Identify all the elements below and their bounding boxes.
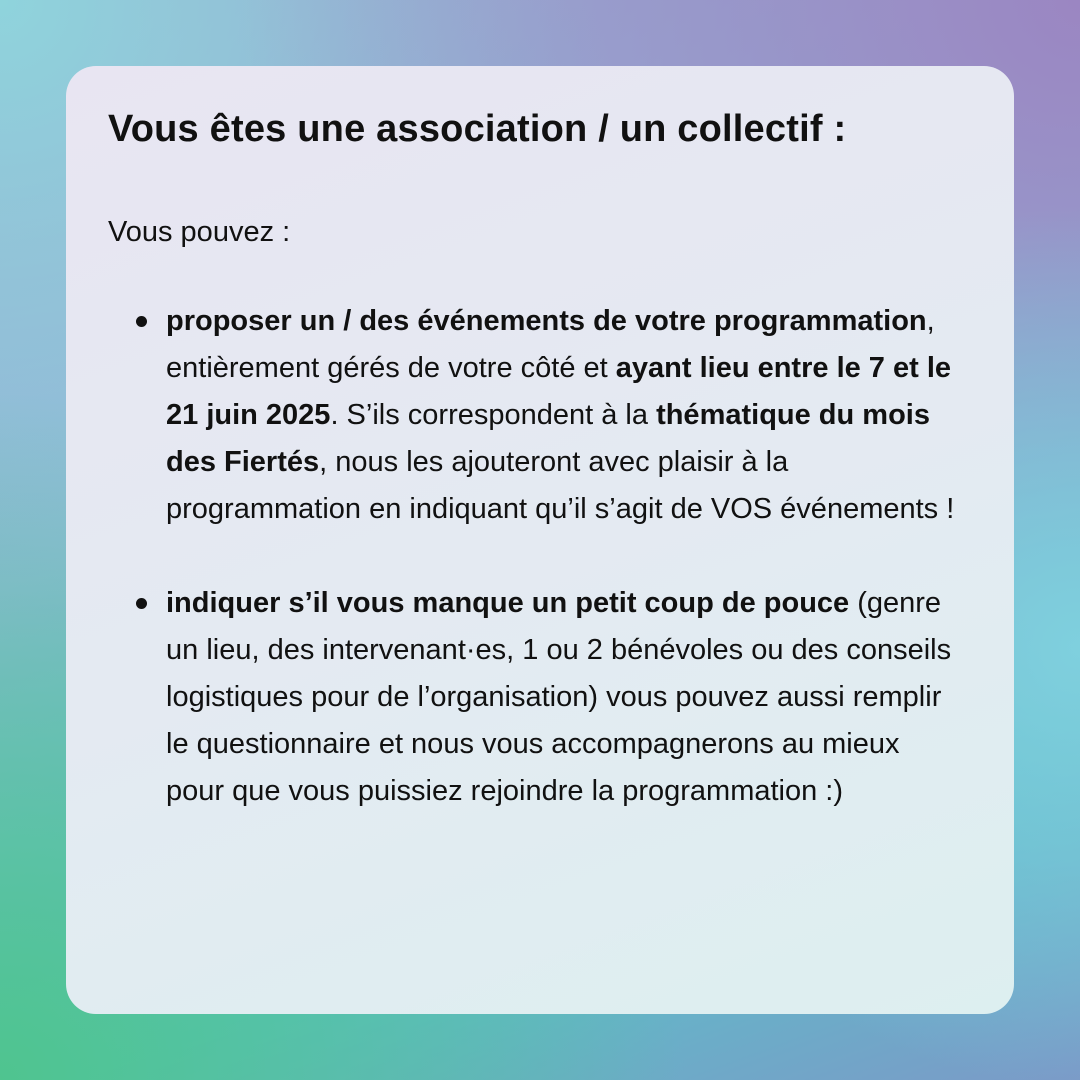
bold-text: indiquer s’il vous manque un petit coup de pouce <box>166 587 850 619</box>
bold-text: thématique du mois des Fiertés <box>166 399 930 478</box>
card-title: Vous êtes une association / un collectif : <box>108 108 847 150</box>
intro-text: Vous pouvez : <box>108 216 291 248</box>
body-text: (genre un lieu, des intervenant·es, 1 ou 2 bénévoles ou des conseils logistiques pour de l’organisation) vous pouvez aussi remplir le questionnaire et nous vous accompagnerons au mieux pour que vous puissiez rejoindre la programmation :) <box>166 587 952 807</box>
list-item <box>132 298 962 533</box>
bold-text: ayant lieu entre le 7 et le 21 juin 2025 <box>166 352 952 431</box>
bullet-dot-icon <box>136 316 147 327</box>
options-list <box>132 298 962 815</box>
body-text: , entièrement gérés de votre côté et <box>166 305 935 384</box>
bold-text: proposer un / des événements de votre programmation <box>166 305 927 337</box>
body-text: , nous les ajouteront avec plaisir à la programmation en indiquant qu’il s’agit de VOS événements ! <box>166 446 955 525</box>
bullet-dot-icon <box>136 598 147 609</box>
list-item <box>132 580 962 815</box>
info-card <box>66 66 1014 1014</box>
body-text: . S’ils correspondent à la <box>330 399 657 431</box>
